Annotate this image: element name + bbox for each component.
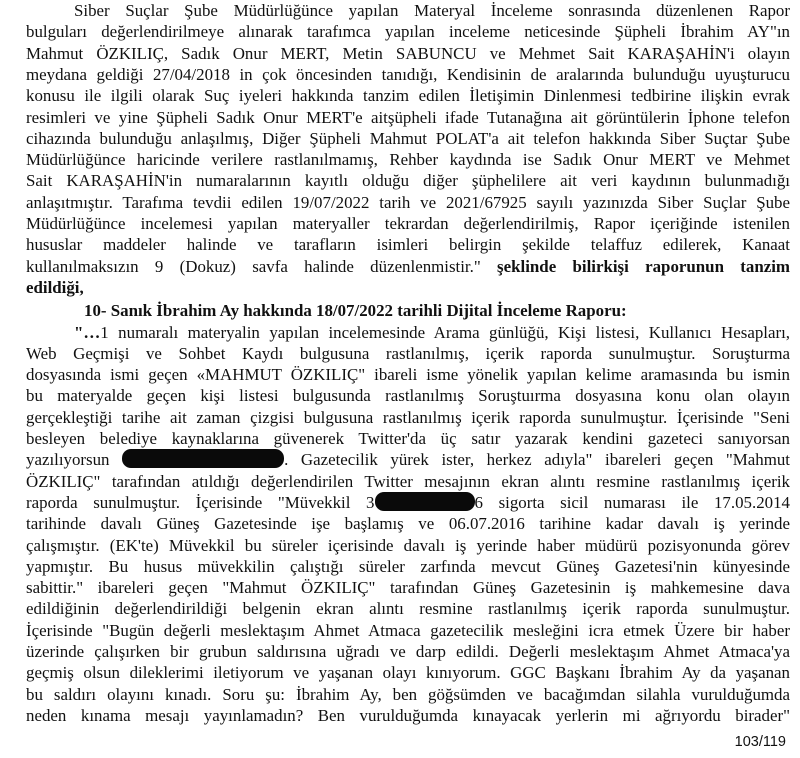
page-number: 103/119 bbox=[734, 734, 786, 750]
quote-line: tarihinde davalı Güneş Gazetesinde işe başlamış ve 06.07.2016 tarihine kadar davalı iş yerinde bbox=[26, 514, 790, 534]
section-heading: 10- Sanık İbrahim Ay hakkında 18/07/2022 tarihli Dijital İnceleme Raporu: bbox=[84, 301, 627, 321]
paragraph-line: Sait KARAŞAHİN'in numaralarının kayıtlı olduğu diğer şüphelilere ait veri kaydının bulunmadığı bbox=[26, 171, 790, 191]
paragraph-line: hususlar maddeler halinde ve tarafların isimleri belirgin şekilde telaffuz edilerek, Kanaat bbox=[26, 235, 790, 255]
quote-line: Web Geçmişi ve Sohbet Kaydı bulgusuna rastlanılmış, içerik raporda sunulmuştur. Soruşturma bbox=[26, 343, 790, 363]
paragraph-line: kullanılmaksızın 9 (Dokuz) savfa halinde düzenlenmistir." şeklinde bilirkişi raporunun tanzim bbox=[26, 256, 790, 276]
quote-line: gerçekleştiği tarihe ait zaman çizgisi bulgusuna rastlanılmış içerik raporda sunulmuştur. İçerisinde "Seni bbox=[26, 407, 790, 427]
paragraph-line: anlaşıtmıştır. Tarafıma tevdii edilen 19/07/2022 tarih ve 2021/67925 sayılı yazınızda Siber Suçlar Şube bbox=[26, 192, 790, 212]
quote-open-mark: "… bbox=[74, 322, 101, 342]
paragraph-line: resimleri ve yine Şüpheli Sadık Onur MERT'e aitşüpheli ifade Tutanağına ait görüntülerin İphone telefon bbox=[26, 107, 790, 127]
paragraph-line: Siber Suçlar Şube Müdürlüğünce yapılan Materyal İnceleme sonrasında düzenlenen Rapor bbox=[74, 1, 790, 20]
quote-line: dosyasında ismi geçen «MAHMUT ÖZKILIÇ" ibareli isme yönelik yapılan kelime aramasında bu ismin bbox=[26, 365, 790, 385]
quote-line: üzerinde çalışırken bir grubun saldırısına uğradı ve darp edildi. Değerli meslektaşım Ahmet Atmaca'ya bbox=[26, 642, 790, 661]
quote-line: geçmiş olsun dileklerimi iletiyorum ve yaşanan olayı kınıyorum. GGC Başkanı İbrahim Ay da yaşanan bbox=[26, 663, 790, 683]
redaction-bar bbox=[375, 492, 475, 511]
quote-line: yapmıştır. Bu husus müvekkilin çalıştığı süreler zarfında mevcut Güneş Gazetesi'nin künyesinde bbox=[26, 556, 790, 576]
quote-line: sabittir." ibareleri geçen "Mahmut ÖZKILIÇ" tarafından Güneş Gazetesinin iş mahkemesine dava bbox=[26, 578, 790, 598]
paragraph-line: Müdürlüğünce incelemesi yapılan materyaller tekrardan değerlendirilmiş, Rapor içeriğinde istenilen bbox=[26, 214, 790, 233]
quote-line: yazılıyorsun . Gazetecilik yürek ister, herkez adıyla" ibareleri geçen "Mahmut bbox=[26, 450, 790, 470]
paragraph-line: cihazında bulunduğu anlaşılmış, Diğer Şüpheli Mahmut POLAT'a ait telefon hakkında Siber Suçtar Şube bbox=[26, 128, 790, 148]
quote-line: bu materyalde geçen kişi listesi bulgusunda rastlanılmış Soruştuırma dosyasına konu olan olayın bbox=[26, 386, 790, 406]
quote-line: çalışmıştır. (EK'te) Müvekkil bu süreler içerisinde davalı iş yerinde haber müdürü pozisyonunda görev bbox=[26, 535, 790, 555]
quote-line: raporda sunulmuştur. İçerisinde "Müvekkil 3 6 sigorta sicil numarası ile 17.05.2014 bbox=[26, 492, 790, 512]
bold-phrase: edildiği, bbox=[26, 277, 84, 297]
quote-line: neden kınama mesajı yayınlamadın? Ben vurulduğumda kınayacak yerlerin mi ağrıyordu birader" bbox=[26, 705, 790, 725]
paragraph-line: meydana geldiği 27/04/2018 in çok öncesinden tanıdığı, Kendisinin de aralarında bulunduğu uyuşturucu bbox=[26, 64, 790, 84]
quote-line: bu saldırı olayını kınadı. Soru şu: İbrahim Ay, ben göğsümden ve bacağımdan silahla vurulduğumda bbox=[26, 684, 790, 704]
paragraph-line: bulguları değerlendirilmeye alınarak tarafımca yapılan inceleme neticesinde Şüpheli İbrahim AY"ın bbox=[26, 22, 790, 42]
bold-phrase: şeklinde bilirkişi raporunun tanzim bbox=[480, 256, 790, 276]
paragraph-line bbox=[26, 277, 790, 298]
paragraph-line: konusu ile ilgili olarak Suç iyeleri hakkında tanzim edilen İletişimin Dinlenmesi tedbirine ilişkin evrak bbox=[26, 86, 790, 106]
quote-line: "…1 numaralı materyalin yapılan incelemesinde Arama günlüğü, Kişi listesi, Kullanıcı Hesapları, bbox=[74, 322, 790, 342]
paragraph-line: Müdürlüğünce haricinde verilere rastlanılmamış, Rehber kaydında ise Sadık Onur MERT ve Mehmet bbox=[26, 150, 790, 170]
paragraph-line: Mahmut ÖZKILIÇ, Sadık Onur MERT, Metin SABUNCU ve Mehmet Sait KARAŞAHİN'i olayın bbox=[26, 43, 790, 63]
quote-line: İçerisinde "Bugün değerli meslektaşım Ahmet Atmaca gazetecilik mesleğini icra etmek Üzere bir haber bbox=[26, 620, 790, 640]
quote-line: edildiğinin değerlendirildiği belgenin ekran alıntı resmine rastlanılmış içerik raporda sunulmuştur. bbox=[26, 599, 790, 619]
quote-line: besleyen belediye kaynaklarına güvenerek Twitter'da üç satır yazarak kendini gazeteci sanıyorsan bbox=[26, 429, 790, 448]
quote-line: ÖZKILIÇ" tarafından atıldığı değerlendirilen Twitter mesajının ekran alıntı resmine rastlanılmış içerik bbox=[26, 471, 790, 491]
redaction-bar bbox=[122, 449, 284, 468]
